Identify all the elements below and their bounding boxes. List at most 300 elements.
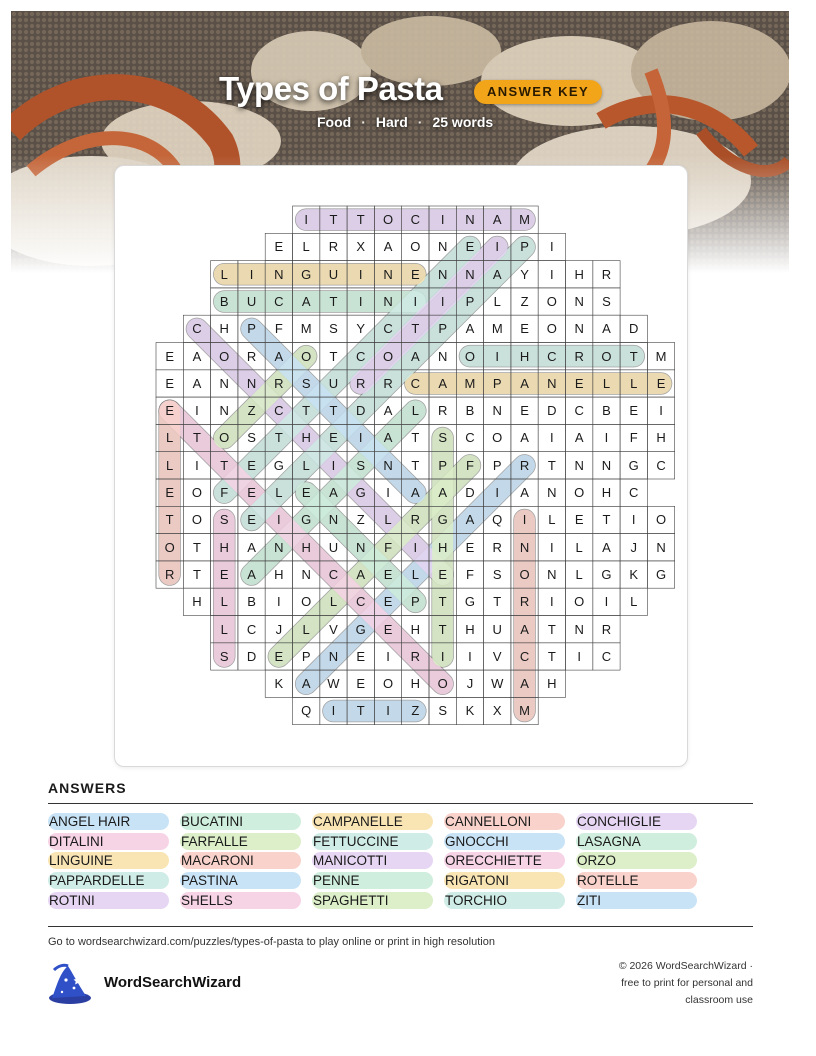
grid-cell: P — [465, 293, 475, 309]
grid-cell: T — [493, 594, 502, 610]
grid-cell: I — [413, 293, 418, 309]
grid-cell: R — [410, 648, 421, 664]
grid-cell: I — [386, 485, 390, 500]
grid-cell: E — [301, 485, 311, 500]
grid-cell: A — [602, 321, 611, 337]
grid-cell: T — [438, 621, 447, 637]
answer-word: ROTINI — [48, 892, 169, 909]
page-title: Types of Pasta — [219, 70, 443, 107]
grid-cell: A — [329, 485, 338, 500]
grid-cell: E — [165, 375, 174, 391]
grid-cell: L — [493, 293, 501, 309]
grid-cell: S — [219, 512, 229, 528]
answer-word: FETTUCCINE — [312, 833, 433, 850]
grid-cell: N — [492, 403, 502, 419]
grid-cell: I — [386, 648, 390, 664]
grid-cell: A — [520, 621, 529, 637]
grid-cell: T — [547, 457, 556, 473]
divider — [48, 803, 753, 804]
grid-cell: Z — [411, 703, 420, 719]
grid-cell: G — [301, 266, 312, 282]
grid-cell: N — [465, 212, 475, 227]
grid-cell: P — [492, 457, 502, 473]
divider — [48, 926, 753, 927]
grid-cell: A — [574, 430, 584, 446]
grid-cell: H — [410, 621, 421, 637]
grid-cell: U — [328, 539, 339, 555]
grid-cell: A — [438, 485, 447, 500]
grid-cell: I — [277, 594, 281, 610]
grid-cell: P — [301, 648, 311, 664]
grid-cell: I — [577, 648, 581, 664]
grid-cell: L — [302, 621, 310, 637]
grid-cell: T — [356, 212, 365, 227]
grid-cell: A — [247, 566, 256, 582]
grid-cell: F — [274, 321, 283, 337]
grid-cell: T — [547, 621, 556, 637]
grid-cell: I — [195, 403, 199, 419]
grid-cell: D — [246, 648, 257, 664]
grid-cell: I — [604, 430, 609, 446]
grid-cell: F — [629, 430, 638, 446]
answer-word: BUCATINI — [180, 813, 301, 830]
grid-cell: E — [274, 648, 284, 664]
answer-word: ANGEL HAIR — [48, 813, 169, 830]
grid-cell: T — [629, 348, 638, 364]
grid-cell: O — [191, 512, 202, 528]
grid-cell: L — [329, 594, 338, 610]
grid-cell: A — [602, 539, 611, 555]
copyright-line: classroom use — [685, 994, 753, 1006]
grid-cell: A — [492, 212, 502, 227]
grid-cell: P — [247, 321, 256, 337]
grid-cell: O — [574, 594, 585, 610]
grid-cell: N — [383, 457, 393, 473]
grid-cell: L — [302, 457, 310, 473]
grid-cell: N — [356, 539, 366, 555]
grid-cell: Z — [356, 512, 365, 528]
grid-cell: O — [574, 485, 585, 500]
grid-cell: L — [220, 594, 228, 610]
grid-cell: M — [655, 348, 667, 364]
grid-cell: T — [192, 430, 201, 446]
grid-cell: L — [602, 375, 611, 391]
grid-cell: N — [547, 485, 557, 500]
answer-key-badge: ANSWER KEY — [474, 80, 602, 104]
grid-cell: L — [166, 457, 174, 473]
grid-cell: S — [329, 321, 338, 337]
grid-cell: I — [358, 293, 363, 309]
grid-cell: N — [519, 539, 530, 555]
grid-cell: C — [656, 457, 666, 473]
grid-cell: T — [165, 512, 174, 528]
grid-cell: I — [631, 512, 636, 528]
grid-cell: A — [438, 375, 447, 391]
grid-cell: S — [301, 375, 311, 391]
grid-cell: Y — [356, 321, 366, 337]
grid-cell: G — [355, 485, 366, 500]
grid-cell: I — [249, 266, 254, 282]
grid-cell: R — [492, 539, 502, 555]
grid-cell: R — [246, 348, 257, 364]
answer-word: DITALINI — [48, 833, 169, 850]
grid-cell: H — [574, 266, 584, 282]
grid-cell: B — [219, 293, 229, 309]
answer-word: LASAGNA — [576, 833, 697, 850]
answer-word: ORECCHIETTE — [444, 852, 565, 869]
grid-cell: E — [629, 403, 639, 419]
grid-cell: N — [437, 266, 448, 282]
grid-cell: E — [274, 239, 284, 255]
grid-cell: P — [438, 321, 447, 337]
grid-cell: T — [192, 539, 201, 555]
grid-cell: L — [275, 485, 283, 500]
grid-cell: G — [655, 566, 667, 582]
grid-cell: C — [246, 621, 257, 637]
grid-cell: C — [356, 594, 366, 610]
grid-cell: U — [328, 266, 339, 282]
grid-cell: Z — [247, 403, 256, 419]
puzzle-card — [114, 165, 688, 767]
grid-cell: M — [519, 703, 530, 719]
grid-cell: S — [219, 648, 229, 664]
grid-cell: C — [519, 648, 530, 664]
grid-cell: C — [629, 485, 639, 500]
grid-cell: E — [574, 375, 584, 391]
answer-word: SPAGHETTI — [312, 892, 433, 909]
grid-cell: T — [329, 293, 338, 309]
grid-cell: A — [383, 403, 393, 419]
grid-cell: H — [519, 348, 530, 364]
grid-cell: T — [411, 457, 420, 473]
copyright-line: free to print for personal and — [621, 977, 753, 989]
grid-cell: A — [192, 375, 202, 391]
grid-cell: A — [520, 485, 529, 500]
grid-cell: E — [520, 321, 529, 337]
grid-cell: G — [355, 621, 366, 637]
grid-cell: N — [574, 621, 584, 637]
grid-cell: J — [275, 621, 283, 637]
meta-separator: · — [417, 114, 423, 130]
answer-word: FARFALLE — [180, 833, 301, 850]
grid-cell: C — [356, 348, 366, 364]
grid-cell: E — [520, 403, 529, 419]
grid-cell: E — [574, 512, 584, 528]
grid-cell: N — [574, 321, 584, 337]
grid-cell: O — [519, 566, 530, 582]
grid-cell: N — [219, 375, 229, 391]
grid-cell: I — [550, 594, 554, 610]
meta-separator: · — [361, 114, 366, 130]
grid-cell: N — [574, 457, 584, 473]
answer-word: TORCHIO — [444, 892, 565, 909]
grid-cell: T — [329, 403, 338, 419]
grid-cell: S — [438, 703, 447, 719]
grid-cell: L — [411, 403, 419, 419]
answer-word: ZITI — [576, 892, 697, 909]
grid-cell: O — [382, 348, 394, 364]
grid-cell: L — [548, 512, 556, 528]
grid-cell: E — [411, 266, 420, 282]
grid-cell: A — [383, 239, 393, 255]
grid-cell: H — [301, 539, 311, 555]
grid-cell: I — [277, 512, 281, 528]
grid-cell: N — [547, 375, 557, 391]
grid-cell: A — [274, 348, 284, 364]
grid-cell: T — [411, 321, 420, 337]
grid-cell: O — [382, 212, 394, 227]
grid-cell: R — [574, 348, 584, 364]
grid-cell: T — [329, 212, 338, 227]
grid-cell: F — [220, 485, 229, 500]
grid-cell: E — [465, 239, 475, 255]
grid-cell: O — [301, 348, 312, 364]
grid-cell: O — [492, 430, 503, 446]
grid-cell: N — [437, 348, 448, 364]
grid-cell: I — [495, 348, 500, 364]
grid-cell: H — [547, 676, 557, 692]
grid-cell: L — [384, 512, 392, 528]
grid-cell: L — [630, 594, 638, 610]
grid-cell: T — [192, 566, 201, 582]
grid-cell: R — [164, 566, 175, 582]
grid-cell: F — [384, 539, 393, 555]
grid-cell: I — [386, 703, 390, 719]
puzzle-meta — [317, 114, 493, 130]
grid-cell: F — [465, 457, 474, 473]
grid-cell: G — [464, 594, 475, 610]
grid-cell: N — [219, 403, 229, 419]
grid-cell: S — [602, 293, 611, 309]
answer-word: MACARONI — [180, 852, 301, 869]
grid-cell: I — [304, 212, 308, 227]
grid-cell: L — [220, 266, 228, 282]
grid-cell: R — [437, 403, 448, 419]
grid-cell: C — [601, 648, 612, 664]
grid-cell: R — [356, 375, 366, 391]
grid-cell: S — [247, 430, 256, 446]
grid-cell: V — [492, 648, 502, 664]
grid-cell: K — [274, 676, 284, 692]
answer-word: CAMPANELLE — [312, 813, 433, 830]
grid-cell: E — [247, 512, 256, 528]
grid-cell: C — [274, 293, 284, 309]
grid-cell: U — [246, 293, 257, 309]
answer-word: SHELLS — [180, 892, 301, 909]
grid-cell: L — [630, 375, 638, 391]
grid-cell: T — [220, 457, 229, 473]
grid-cell: H — [656, 430, 666, 446]
wizard-hat-icon — [46, 962, 92, 1011]
grid-cell: I — [195, 457, 199, 473]
grid-cell: W — [491, 676, 504, 692]
grid-cell: D — [547, 403, 557, 419]
grid-cell: S — [356, 457, 366, 473]
grid-cell: H — [219, 321, 229, 337]
grid-cell: T — [602, 512, 611, 528]
grid-cell: O — [437, 676, 448, 692]
grid-cell: J — [466, 676, 474, 692]
grid-cell: C — [465, 430, 475, 446]
grid-cell: Q — [301, 703, 312, 719]
grid-cell: I — [550, 430, 554, 446]
grid-cell: I — [495, 485, 500, 500]
grid-cell: Y — [520, 266, 529, 282]
grid-cell: A — [492, 266, 502, 282]
grid-cell: R — [274, 375, 284, 391]
grid-cell: U — [328, 375, 339, 391]
copyright-notice — [583, 958, 753, 1009]
grid-cell: T — [274, 430, 283, 446]
grid-cell: A — [383, 430, 393, 446]
grid-cell: O — [382, 676, 394, 692]
grid-cell: R — [601, 621, 612, 637]
grid-cell: N — [328, 648, 339, 664]
answer-word: ROTELLE — [576, 872, 697, 889]
grid-cell: A — [465, 512, 475, 528]
grid-cell: I — [331, 703, 336, 719]
grid-cell: D — [356, 403, 366, 419]
grid-cell: O — [546, 321, 557, 337]
grid-cell: A — [301, 293, 311, 309]
grid-cell: W — [327, 676, 340, 692]
grid-cell: C — [410, 375, 421, 391]
grid-cell: L — [411, 566, 419, 582]
grid-cell: N — [246, 375, 257, 391]
grid-cell: I — [550, 239, 554, 255]
grid-cell: E — [438, 566, 447, 582]
grid-cell: H — [192, 594, 202, 610]
grid-cell: I — [550, 539, 554, 555]
grid-cell: C — [410, 212, 421, 227]
grid-cell: K — [629, 566, 639, 582]
grid-cell: K — [465, 703, 475, 719]
answer-word: GNOCCHI — [444, 833, 565, 850]
grid-cell: H — [601, 485, 612, 500]
grid-cell: T — [411, 430, 420, 446]
grid-cell: G — [301, 512, 312, 528]
grid-cell: N — [274, 539, 284, 555]
grid-cell: M — [519, 212, 530, 227]
grid-cell: A — [520, 430, 529, 446]
grid-cell: H — [274, 566, 284, 582]
grid-cell: I — [522, 512, 527, 528]
grid-cell: I — [495, 239, 500, 255]
grid-cell: A — [247, 539, 256, 555]
grid-cell: O — [164, 539, 175, 555]
grid-cell: E — [656, 375, 666, 391]
answer-word: RIGATONI — [444, 872, 565, 889]
grid-cell: E — [165, 348, 174, 364]
grid-cell: T — [356, 703, 365, 719]
answer-word: LINGUINE — [48, 852, 169, 869]
grid-cell: O — [219, 430, 230, 446]
grid-cell: I — [440, 293, 445, 309]
grid-cell: E — [219, 566, 229, 582]
grid-cell: T — [547, 648, 556, 664]
grid-cell: G — [601, 566, 612, 582]
grid-cell: E — [165, 403, 174, 419]
grid-cell: O — [191, 485, 202, 500]
grid-cell: H — [410, 676, 421, 692]
grid-cell: V — [329, 621, 338, 637]
grid-cell: I — [331, 457, 336, 473]
grid-cell: B — [602, 403, 611, 419]
grid-cell: R — [383, 375, 393, 391]
answers-heading: ANSWERS — [48, 780, 127, 796]
brand-name: WordSearchWizard — [104, 974, 242, 991]
grid-cell: T — [302, 403, 311, 419]
grid-cell: R — [410, 512, 421, 528]
grid-cell: I — [413, 539, 418, 555]
grid-cell: E — [165, 485, 174, 500]
grid-cell: E — [383, 621, 393, 637]
grid-cell: D — [465, 485, 475, 500]
grid-cell: C — [192, 321, 202, 337]
grid-cell: N — [383, 266, 393, 282]
grid-cell: R — [601, 266, 612, 282]
grid-cell: I — [440, 648, 445, 664]
grid-cell: E — [329, 430, 338, 446]
category-label: Food — [317, 114, 352, 130]
grid-cell: M — [464, 375, 476, 391]
answer-word: CANNELLONI — [444, 813, 565, 830]
grid-cell: A — [301, 676, 311, 692]
answer-word: ORZO — [576, 852, 697, 869]
grid-cell: O — [410, 239, 421, 255]
grid-cell: G — [628, 457, 639, 473]
grid-cell: N — [574, 293, 584, 309]
grid-cell: F — [465, 566, 474, 582]
grid-cell: A — [465, 321, 475, 337]
grid-cell: I — [358, 266, 363, 282]
grid-cell: C — [328, 566, 339, 582]
grid-cell: M — [300, 321, 312, 337]
play-online-link[interactable]: Go to wordsearchwizard.com/puzzles/types-of-pasta to play online or print in high resolution — [48, 936, 495, 948]
grid-cell: A — [192, 348, 202, 364]
grid-cell: L — [575, 539, 583, 555]
grid-cell: I — [440, 212, 445, 227]
grid-cell: O — [464, 348, 475, 364]
grid-cell: C — [547, 348, 557, 364]
word-count-label: 25 words — [432, 114, 494, 130]
grid-cell: A — [411, 485, 420, 500]
grid-cell: N — [383, 293, 393, 309]
difficulty-label: Hard — [375, 114, 408, 130]
grid-cell: Z — [520, 293, 529, 309]
answer-word: PENNE — [312, 872, 433, 889]
grid-cell: E — [356, 648, 366, 664]
answer-word: PASTINA — [180, 872, 301, 889]
grid-cell: G — [437, 512, 448, 528]
grid-cell: P — [520, 239, 529, 255]
grid-cell: I — [468, 648, 472, 664]
grid-cell: T — [329, 348, 338, 364]
grid-cell: C — [274, 403, 284, 419]
grid-cell: E — [356, 676, 366, 692]
answer-word: MANICOTTI — [312, 852, 433, 869]
grid-cell: C — [574, 403, 584, 419]
grid-cell: U — [492, 621, 502, 637]
grid-cell: X — [492, 703, 502, 719]
grid-cell: R — [519, 594, 530, 610]
grid-cell: L — [302, 239, 310, 255]
grid-cell: D — [629, 321, 639, 337]
grid-cell: E — [247, 485, 256, 500]
grid-cell: N — [328, 512, 339, 528]
copyright-line: © 2026 WordSearchWizard · — [618, 960, 753, 972]
grid-cell: O — [655, 512, 667, 528]
